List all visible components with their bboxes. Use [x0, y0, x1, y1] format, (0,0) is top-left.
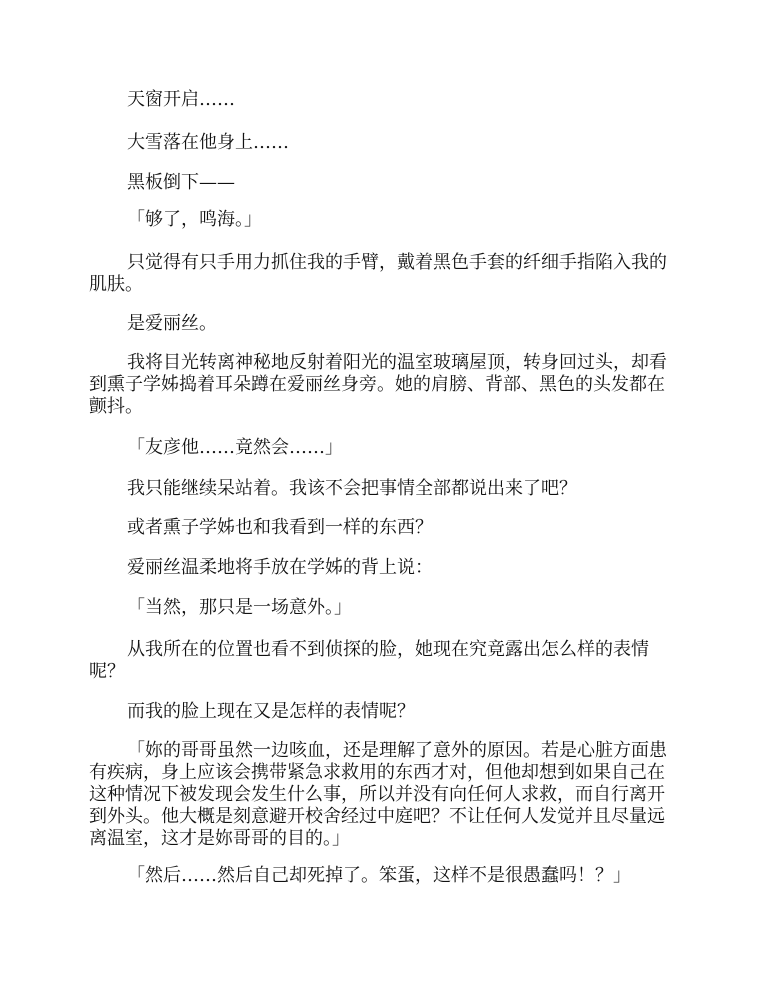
paragraph-11: 爱丽丝温柔地将手放在学姊的背上说：	[127, 557, 433, 578]
paragraph-5: 只觉得有只手用力抓住我的手臂，戴着黑色手套的纤细手指陷入我的肌肤。	[89, 252, 667, 295]
paragraph-10: 或者熏子学姊也和我看到一样的东西？	[127, 517, 433, 538]
paragraph-3: 黑板倒下——	[127, 172, 235, 193]
paragraph-15: 「妳的哥哥虽然一边咳血，还是理解了意外的原因。若是心脏方面患有疾病，身上应该会携带紧急求救用的东西才对，但他却想到如果自己在这种情况下被发现会发生什么事，所以并没有向任何人求救，而自行离开到外头。他大概是刻意避开校舍经过中庭吧？不让任何人发觉并且尽量远离温室，这才是妳哥哥的目的。」	[89, 740, 667, 849]
paragraph-12: 「当然，那只是一场意外。」	[127, 597, 352, 618]
paragraph-13: 从我所在的位置也看不到侦探的脸，她现在究竟露出怎么样的表情呢？	[89, 639, 649, 682]
paragraph-7: 我将目光转离神秘地反射着阳光的温室玻璃屋顶，转身回过头，却看到熏子学姊捣着耳朵蹲在爱丽丝身旁。她的肩膀、背部、黑色的头发都在颤抖。	[89, 352, 667, 417]
paragraph-14: 而我的脸上现在又是怎样的表情呢？	[127, 701, 415, 722]
paragraph-9: 我只能继续呆站着。我该不会把事情全部都说出来了吧？	[127, 478, 577, 499]
paragraph-2: 大雪落在他身上……	[127, 132, 289, 153]
paragraph-8: 「友彦他……竟然会……」	[127, 437, 343, 458]
paragraph-4: 「够了，鸣海。」	[127, 209, 262, 230]
paragraph-1: 天窗开启……	[127, 89, 235, 110]
paragraph-16: 「然后……然后自己却死掉了。笨蛋，这样不是很愚蠢吗！？」	[127, 865, 631, 886]
paragraph-6: 是爱丽丝。	[127, 313, 217, 334]
